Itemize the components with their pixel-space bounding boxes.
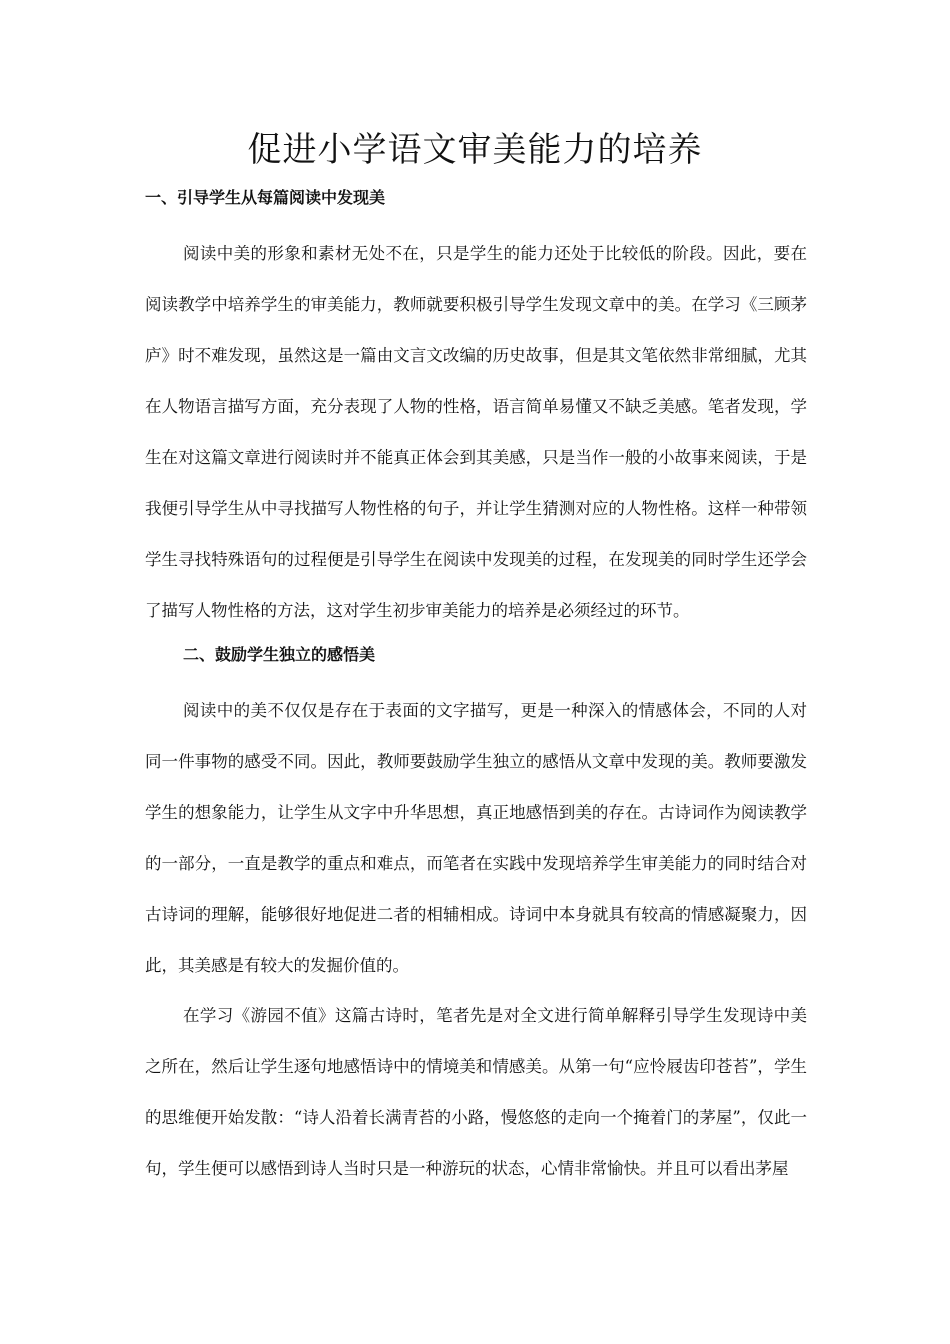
paragraph-1: 阅读中美的形象和素材无处不在，只是学生的能力还处于比较低的阶段。因此，要在阅读教学中培养学生的审美能力，教师就要积极引导学生发现文章中的美。在学习《三顾茅庐》时不难发现，虽然这是一篇由文言文改编的历史故事，但是其文笔依然非常细腻，尤其在人物语言描写方面，充分表现了人物的性格，语言简单易懂又不缺乏美感。笔者发现，学生在对这篇文章进行阅读时并不能真正体会到其美感，只是当作一般的小故事来阅读，于是我便引导学生从中寻找描写人物性格的句子，并让学生猜测对应的人物性格。这样一种带领学生寻找特殊语句的过程便是引导学生在阅读中发现美的过程，在发现美的同时学生还学会了描写人物性格的方法，这对学生初步审美能力的培养是必须经过的环节。 xyxy=(145,244,807,620)
document-title: 促进小学语文审美能力的培养 xyxy=(247,130,703,170)
paragraph-2: 阅读中的美不仅仅是存在于表面的文字描写，更是一种深入的情感体会，不同的人对同一件事物的感受不同。因此，教师要鼓励学生独立的感悟从文章中发现的美。教师要激发学生的想象能力，让学生从文字中升华思想，真正地感悟到美的存在。古诗词作为阅读教学的一部分，一直是教学的重点和难点，而笔者在实践中发现培养学生审美能力的同时结合对古诗词的理解，能够很好地促进二者的相辅相成。诗词中本身就具有较高的情感凝聚力，因此，其美感是有较大的发掘价值的。 xyxy=(145,701,807,975)
paragraph-3: 在学习《游园不值》这篇古诗时，笔者先是对全文进行简单解释引导学生发现诗中美之所在，然后让学生逐句地感悟诗中的情境美和情感美。从第一句“应怜屐齿印苍苔”，学生的思维便开始发散：“诗人沿着长满青苔的小路，慢悠悠的走向一个掩着门的茅屋”，仅此一句，学生便可以感悟到诗人当时只是一种游玩的状态，心情非常愉快。并且可以看出茅屋 xyxy=(145,1006,807,1178)
section-heading-1: 一、引导学生从每篇阅读中发现美 xyxy=(145,188,386,207)
section-heading-2: 二、鼓励学生独立的感悟美 xyxy=(183,645,376,664)
